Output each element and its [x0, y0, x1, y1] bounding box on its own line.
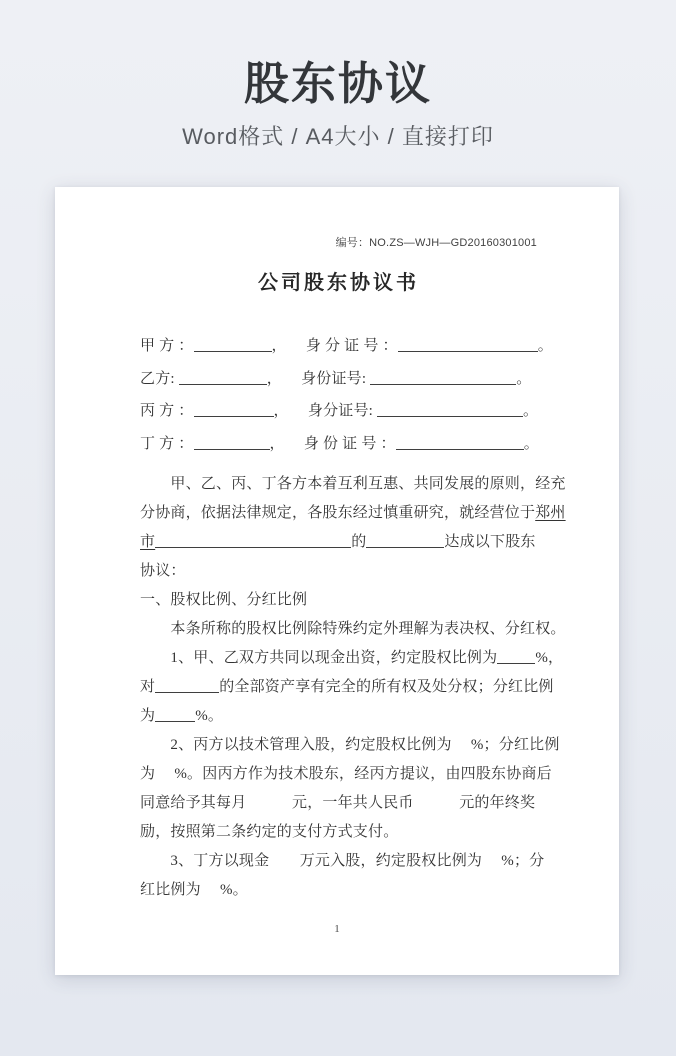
text-run: 身 分 证 号 ：	[290, 338, 398, 354]
text-run: 协议：	[140, 563, 186, 579]
party-line	[140, 395, 537, 428]
text-run: 3、丁方以现金 万元入股，约定股权比例为 %；分	[140, 853, 545, 869]
text-run: 分协商，依据法律规定，各股东经过慎重研究，就经营位于	[140, 505, 536, 521]
text-run: 。	[516, 370, 532, 387]
text-run: ，	[271, 338, 291, 354]
text-run: 乙方:	[140, 370, 179, 387]
text-run: 丁 方 ：	[140, 435, 194, 452]
text-run: 丙 方 ：	[140, 403, 194, 419]
page-number: 1	[334, 923, 340, 935]
text-run: 一、股权比例、分红比例	[140, 592, 308, 608]
text-run: 为	[140, 708, 156, 724]
blank-field	[370, 373, 516, 385]
blank-field	[194, 438, 270, 450]
text-run: 身 份 证 号 ：	[288, 435, 396, 452]
blank-field	[179, 373, 267, 385]
text-run: 的	[351, 534, 367, 550]
blank-field	[366, 536, 444, 548]
body-line	[140, 499, 566, 528]
blank-field	[194, 340, 272, 352]
body-line	[140, 847, 545, 876]
listing-subtitle: Word格式 / A4大小 / 直接打印	[182, 124, 494, 150]
blank-field	[398, 340, 538, 352]
blank-field	[155, 681, 219, 693]
text-run: %，	[535, 650, 564, 666]
doc-number: 编号：NO.ZS—WJH—GD20160301001	[335, 237, 537, 249]
party-line	[140, 428, 537, 461]
party-line	[140, 363, 537, 396]
blank-field	[155, 536, 351, 548]
blank-field	[194, 405, 274, 417]
text-run: 本条所称的股权比例除特殊约定外理解为表决权、分红权。	[140, 621, 566, 637]
text-run: 市	[140, 534, 156, 550]
body-line	[140, 702, 537, 731]
body-line	[140, 760, 552, 789]
text-run: 的全部资产享有完全的所有权及处分权；分红比例	[219, 679, 554, 695]
party-line	[140, 330, 553, 363]
body-line	[140, 644, 564, 673]
listing-header	[0, 0, 676, 151]
body-line	[140, 528, 537, 557]
text-run: 身分证号:	[292, 403, 377, 419]
text-run: ，	[273, 403, 293, 419]
text-run: %。	[195, 708, 224, 724]
blank-field	[396, 438, 524, 450]
text-run: 达成以下股东	[444, 534, 536, 550]
document-page	[55, 187, 619, 975]
body-line	[140, 818, 537, 847]
text-run: 。	[523, 403, 539, 419]
text-run: 为 %。因丙方作为技术股东，经丙方提议，由四股东协商后	[140, 766, 552, 782]
text-run: ，	[269, 435, 289, 452]
listing-title: 股东协议	[243, 58, 432, 109]
blank-field	[497, 652, 535, 664]
text-run: 甲、乙、丙、丁各方本着互利互惠、共同发展的原则，经充	[140, 476, 566, 492]
blank-field	[155, 710, 195, 722]
party-section	[140, 330, 553, 460]
text-run: 。	[537, 338, 553, 354]
text-run: 1、甲、乙双方共同以现金出资，约定股权比例为	[140, 650, 498, 666]
document-content	[55, 187, 619, 905]
body-line	[140, 731, 560, 760]
text-run: 甲 方 ：	[140, 338, 194, 354]
body-line	[140, 789, 537, 818]
doc-title: 公司股东协议书	[258, 272, 419, 294]
body-line	[140, 673, 554, 702]
text-run: 同意给予其每月 元，一年共人民币 元的年终奖	[140, 795, 536, 811]
body-line	[140, 557, 537, 586]
body-line	[140, 876, 537, 905]
text-run: 对	[140, 679, 156, 695]
body-line	[140, 615, 566, 644]
text-run: 红比例为 %。	[140, 882, 248, 898]
text-run: 励，按照第二条约定的支付方式支付。	[140, 824, 399, 840]
text-run: 2、丙方以技术管理入股，约定股权比例为 %；分红比例	[140, 737, 560, 753]
text-run: 身份证号:	[285, 370, 371, 387]
text-run: 。	[523, 435, 539, 452]
body-line	[140, 586, 537, 615]
blank-field	[377, 405, 523, 417]
body-line	[140, 470, 566, 499]
body-section	[140, 470, 566, 905]
text-run: ，	[266, 370, 286, 387]
text-run: 郑州	[535, 505, 566, 521]
